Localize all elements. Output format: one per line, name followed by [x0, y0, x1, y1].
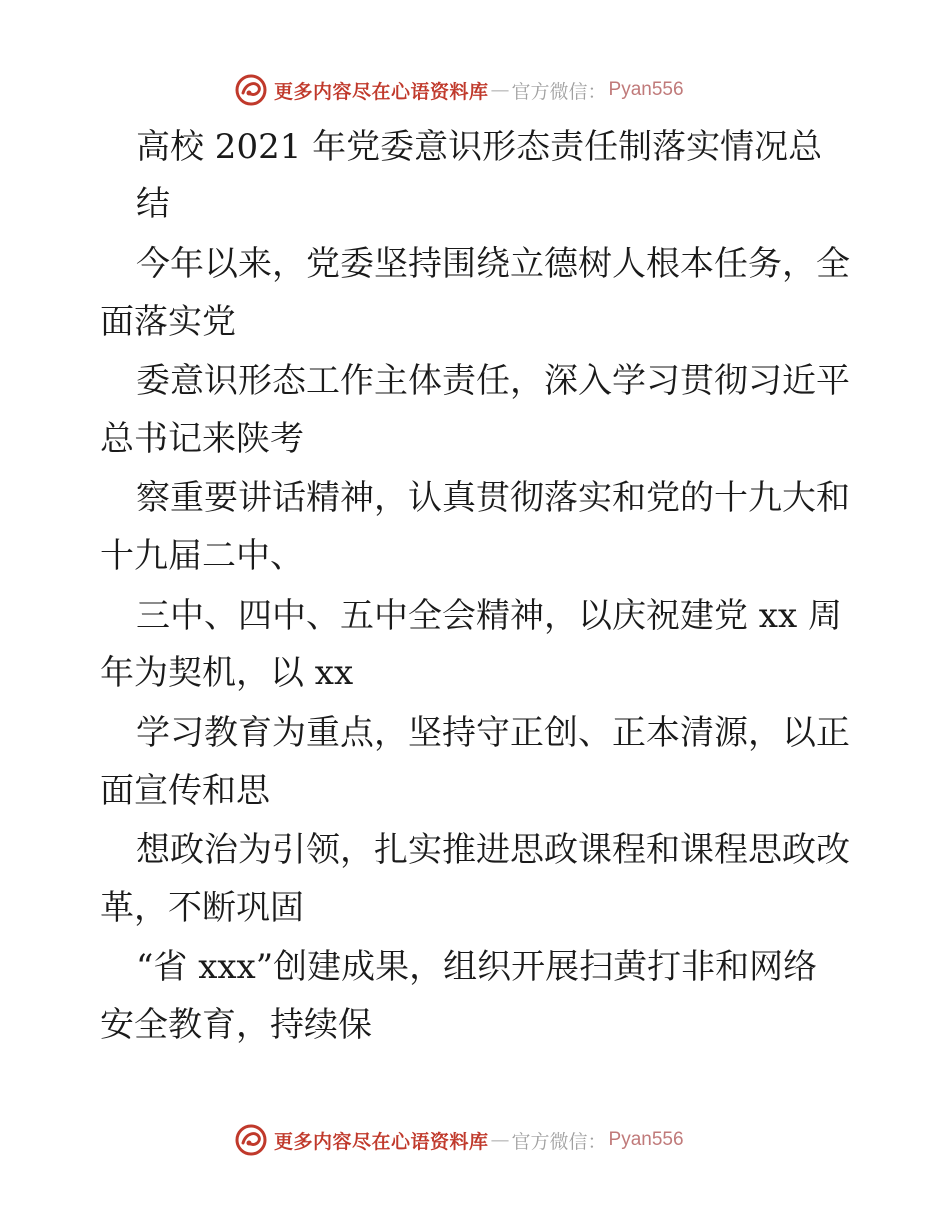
text-line: 察重要讲话精神，认真贯彻落实和党的十九大和: [136, 478, 850, 518]
banner-wechat-id: Pyan556: [608, 1129, 684, 1150]
text-line: 总书记来陕考: [100, 419, 304, 459]
document-title-line-1: 高校 2021 年党委意识形态责任制落实情况总: [136, 127, 823, 167]
text-line: 革，不断巩固: [100, 888, 304, 928]
text-line: 委意识形态工作主体责任，深入学习贯彻习近平: [136, 361, 850, 401]
header-banner: [0, 70, 950, 110]
text-line: 安全教育，持续保: [100, 1005, 372, 1045]
text-line: 今年以来，党委坚持围绕立德树人根本任务，全: [136, 244, 850, 284]
banner-main-text: 更多内容尽在心语资料库: [274, 80, 489, 103]
document-title-line-2: 结: [136, 184, 170, 224]
text-line: “省 xxx”创建成果，组织开展扫黄打非和网络: [136, 947, 818, 987]
banner-dash: —: [490, 79, 510, 101]
banner-wechat-label: 官方微信：: [511, 80, 607, 103]
banner-wechat-label: 官方微信：: [511, 1130, 607, 1153]
swirl-logo-icon: [234, 73, 268, 107]
text-line: 面落实党: [100, 302, 236, 342]
text-line: 面宣传和思: [100, 771, 270, 811]
text-line: 想政治为引领，扎实推进思政课程和课程思政改: [136, 830, 850, 870]
text-line: 三中、四中、五中全会精神，以庆祝建党 xx 周: [136, 596, 842, 636]
footer-banner: [0, 1120, 950, 1160]
swirl-logo-icon: [234, 1123, 268, 1157]
banner-dash: —: [490, 1129, 510, 1151]
text-line: 年为契机，以 xx: [100, 653, 354, 693]
text-line: 学习教育为重点，坚持守正创、正本清源，以正: [136, 713, 850, 753]
text-line: 十九届二中、: [100, 536, 304, 576]
banner-wechat-id: Pyan556: [608, 79, 684, 100]
banner-main-text: 更多内容尽在心语资料库: [274, 1130, 489, 1153]
